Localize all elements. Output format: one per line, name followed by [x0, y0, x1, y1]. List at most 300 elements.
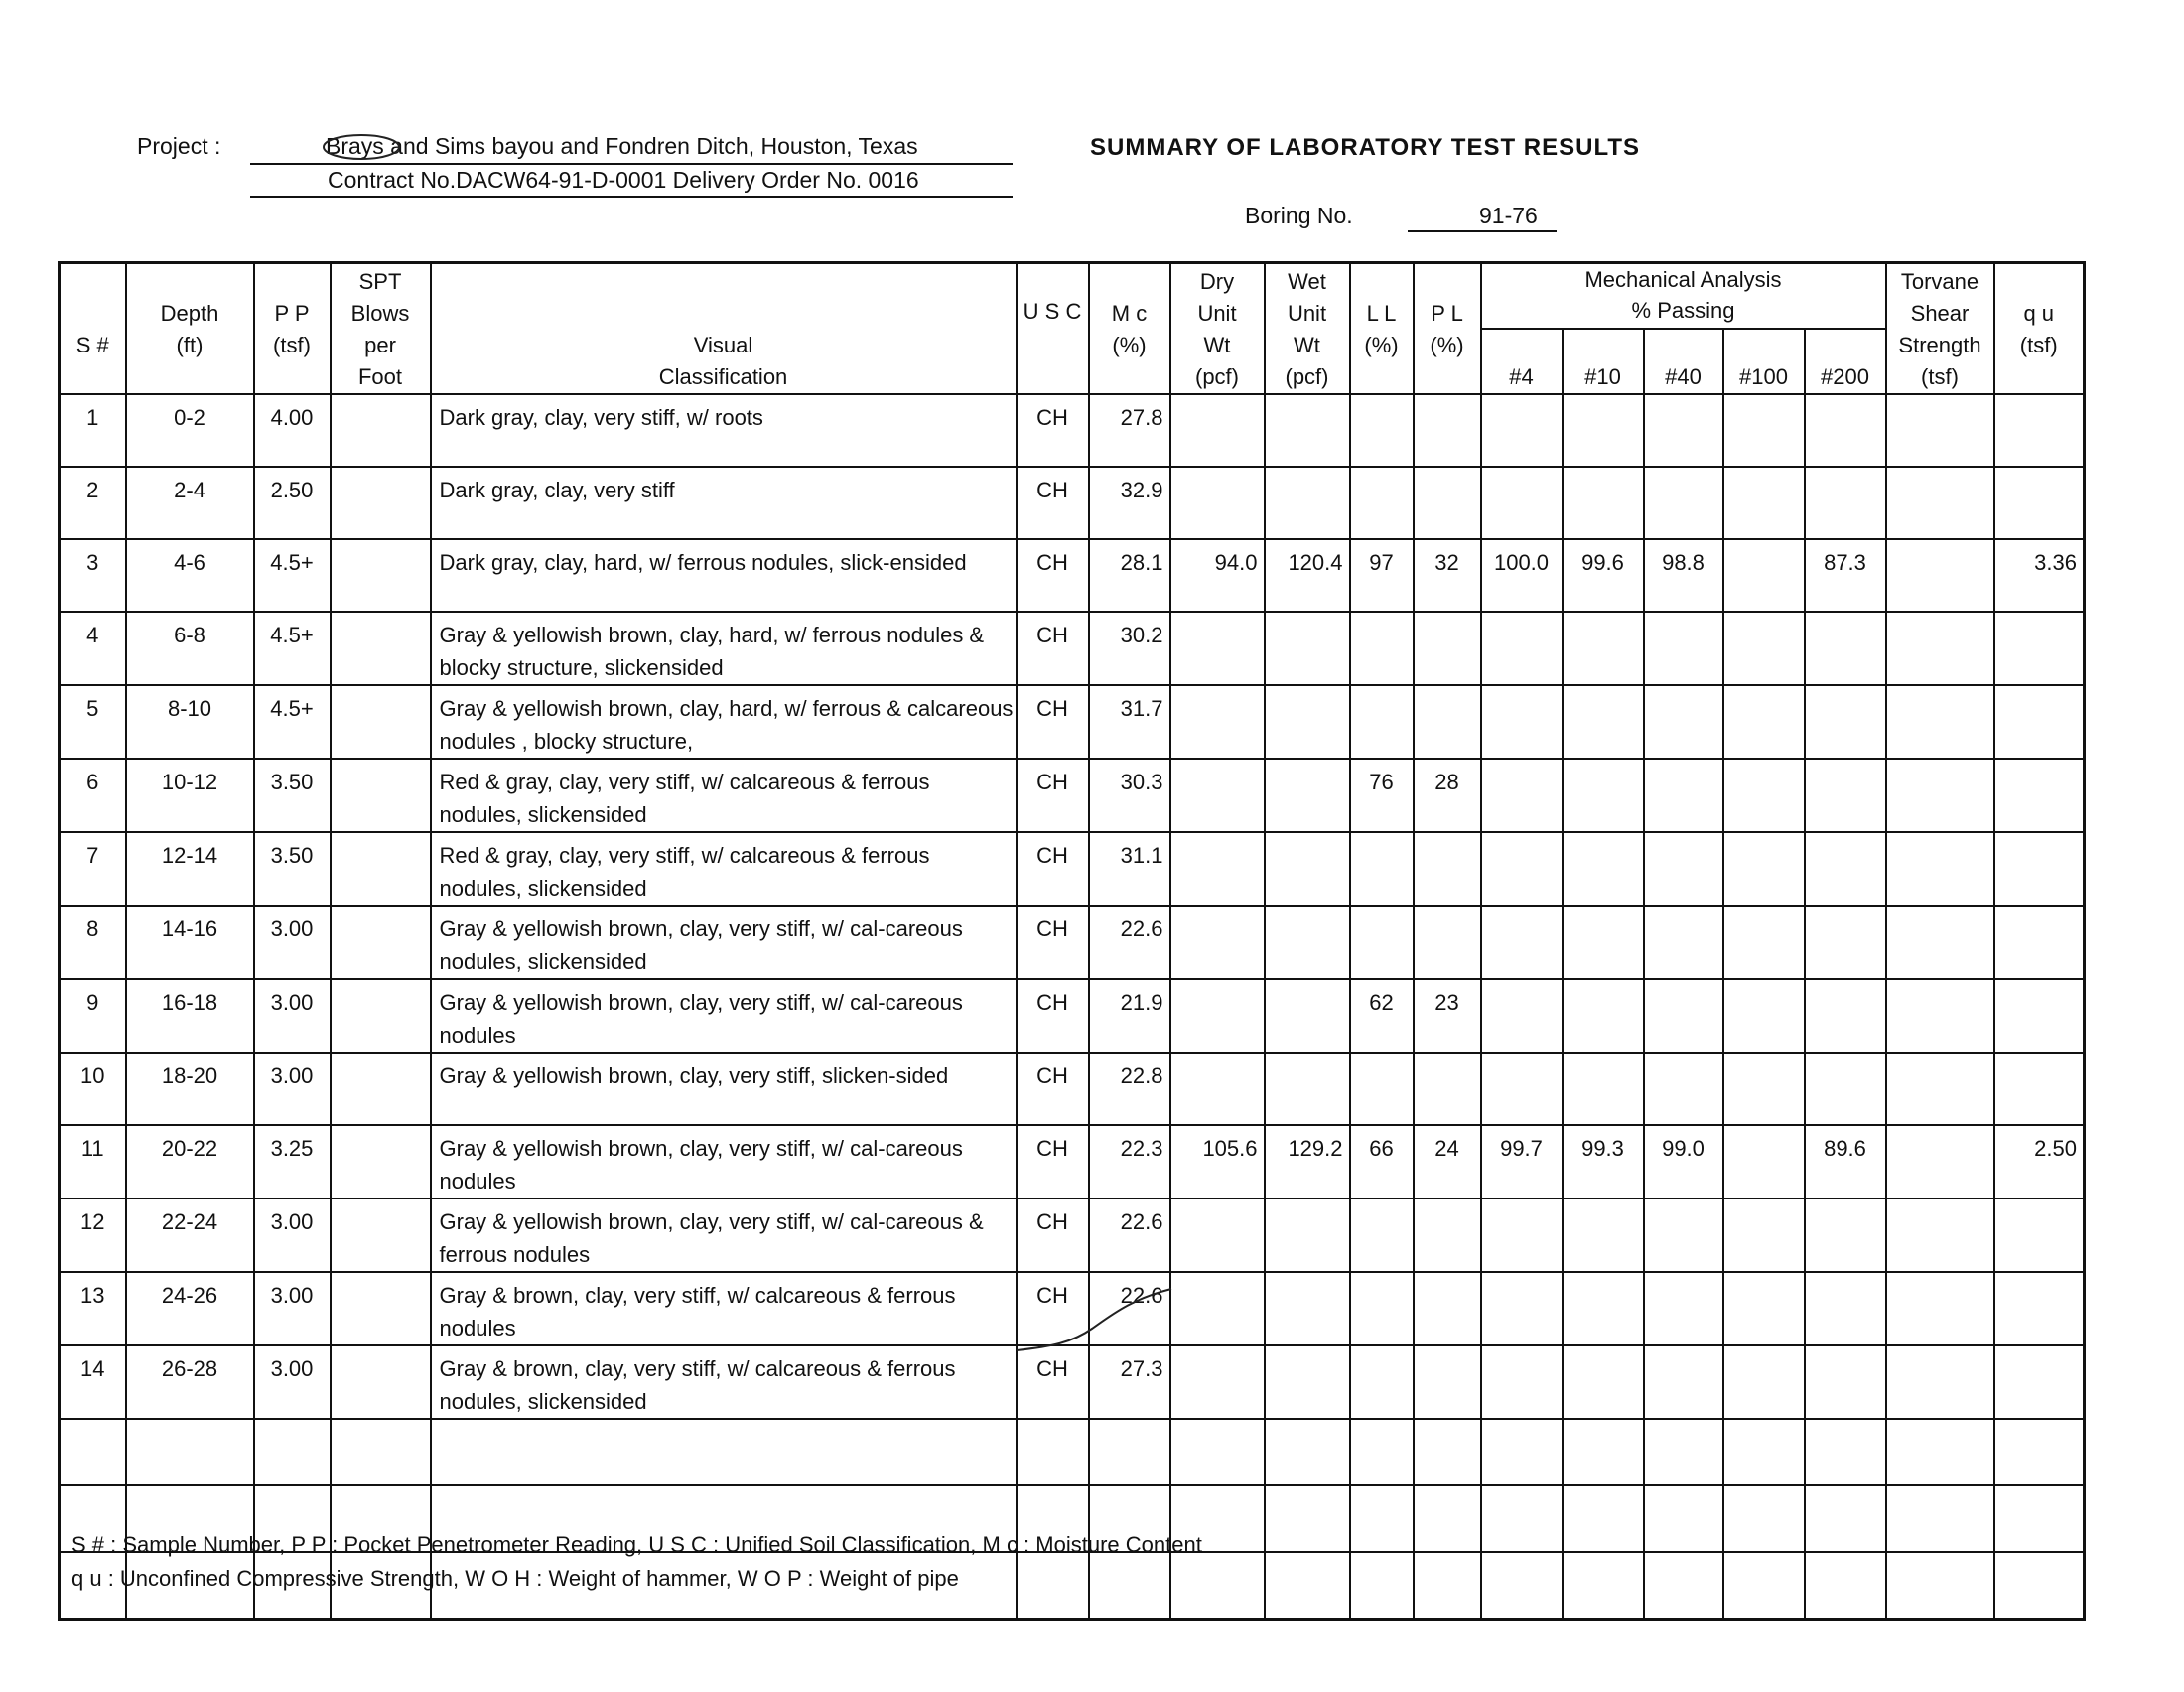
- cell-usc: CH: [1017, 832, 1089, 906]
- cell-sieve-40: [1644, 394, 1723, 467]
- cell-dry-unit-weight: 94.0: [1170, 539, 1265, 612]
- cell-liquid-limit: [1350, 906, 1414, 979]
- cell-liquid-limit: [1350, 832, 1414, 906]
- cell-visual-classification: Gray & brown, clay, very stiff, w/ calcareous & ferrous nodules, slickensided: [431, 1345, 1017, 1419]
- cell-pocket-penetrometer: 3.00: [254, 1198, 331, 1272]
- cell-visual-classification: Dark gray, clay, very stiff: [431, 467, 1017, 539]
- col-header-ll: L L (%): [1350, 263, 1414, 394]
- table-row: [60, 1053, 2085, 1125]
- cell-sieve-200: [1805, 1272, 1886, 1345]
- cell-empty: [1723, 1485, 1805, 1552]
- cell-unconfined-strength: [1994, 1053, 2085, 1125]
- cell-dry-unit-weight: [1170, 467, 1265, 539]
- cell-empty: [1886, 1552, 1994, 1620]
- cell-wet-unit-weight: [1265, 394, 1350, 467]
- footnote-line-1: S # : Sample Number, P P : Pocket Penetrometer Reading, U S C : Unified Soil Classification, M c : Moisture Content: [71, 1532, 1202, 1557]
- cell-empty: [1017, 1552, 1089, 1620]
- cell-sieve-4: [1481, 979, 1563, 1053]
- cell-dry-unit-weight: [1170, 1272, 1265, 1345]
- cell-sieve-40: [1644, 979, 1723, 1053]
- cell-usc: CH: [1017, 612, 1089, 685]
- cell-liquid-limit: [1350, 1345, 1414, 1419]
- cell-sieve-4: [1481, 685, 1563, 759]
- cell-sieve-200: [1805, 1198, 1886, 1272]
- cell-plastic-limit: [1414, 394, 1481, 467]
- cell-spt-blows: [331, 759, 431, 832]
- cell-sample-number: 2: [60, 467, 126, 539]
- hand-stroke-mark: [1013, 1281, 1176, 1360]
- cell-pocket-penetrometer: 3.25: [254, 1125, 331, 1198]
- cell-usc: CH: [1017, 394, 1089, 467]
- cell-depth: 24-26: [126, 1272, 254, 1345]
- cell-torvane-shear: [1886, 979, 1994, 1053]
- cell-depth: 18-20: [126, 1053, 254, 1125]
- cell-spt-blows: [331, 467, 431, 539]
- cell-plastic-limit: [1414, 1272, 1481, 1345]
- cell-dry-unit-weight: [1170, 759, 1265, 832]
- col-header-pl: P L (%): [1414, 263, 1481, 394]
- cell-sieve-10: [1563, 394, 1644, 467]
- cell-wet-unit-weight: [1265, 1345, 1350, 1419]
- col-header-usc: U S C: [1017, 263, 1089, 394]
- col-header-visual: Visual Classification: [431, 263, 1017, 394]
- cell-visual-classification: Gray & yellowish brown, clay, hard, w/ ferrous & calcareous nodules , blocky structure,: [431, 685, 1017, 759]
- cell-sieve-100: [1723, 685, 1805, 759]
- cell-empty: [1170, 1419, 1265, 1485]
- cell-spt-blows: [331, 685, 431, 759]
- cell-depth: 20-22: [126, 1125, 254, 1198]
- col-header-wet-unit-wt: Wet Unit Wt (pcf): [1265, 263, 1350, 394]
- col-header-mechanical-analysis: Mechanical Analysis % Passing: [1481, 263, 1886, 329]
- cell-empty: [1805, 1485, 1886, 1552]
- cell-sieve-40: [1644, 1053, 1723, 1125]
- cell-pocket-penetrometer: 4.00: [254, 394, 331, 467]
- cell-wet-unit-weight: [1265, 1053, 1350, 1125]
- cell-sieve-200: [1805, 394, 1886, 467]
- cell-sieve-4: [1481, 1198, 1563, 1272]
- contract-underline: [250, 196, 1013, 198]
- cell-visual-classification: Red & gray, clay, very stiff, w/ calcareous & ferrous nodules, slickensided: [431, 759, 1017, 832]
- cell-visual-classification: Gray & yellowish brown, clay, hard, w/ ferrous nodules & blocky structure, slickensided: [431, 612, 1017, 685]
- cell-sieve-10: [1563, 685, 1644, 759]
- cell-empty: [1563, 1485, 1644, 1552]
- cell-sieve-10: [1563, 759, 1644, 832]
- table-row: [60, 394, 2085, 467]
- cell-usc: CH: [1017, 1345, 1089, 1419]
- cell-moisture-content: 30.2: [1089, 612, 1170, 685]
- col-header-spt: SPT Blows per Foot: [331, 263, 431, 394]
- cell-sieve-4: [1481, 1053, 1563, 1125]
- cell-sieve-40: [1644, 685, 1723, 759]
- cell-visual-classification: Red & gray, clay, very stiff, w/ calcareous & ferrous nodules, slickensided: [431, 832, 1017, 906]
- cell-sieve-40: 99.0: [1644, 1125, 1723, 1198]
- cell-dry-unit-weight: [1170, 906, 1265, 979]
- cell-spt-blows: [331, 394, 431, 467]
- cell-sieve-10: [1563, 1053, 1644, 1125]
- boring-number: 91-76: [1479, 203, 1538, 228]
- cell-liquid-limit: [1350, 1272, 1414, 1345]
- cell-unconfined-strength: [1994, 612, 2085, 685]
- cell-visual-classification: Dark gray, clay, hard, w/ ferrous nodules, slick-ensided: [431, 539, 1017, 612]
- cell-usc: CH: [1017, 979, 1089, 1053]
- cell-sieve-10: [1563, 612, 1644, 685]
- cell-usc: CH: [1017, 685, 1089, 759]
- cell-spt-blows: [331, 1345, 431, 1419]
- cell-sieve-10: [1563, 906, 1644, 979]
- cell-torvane-shear: [1886, 1272, 1994, 1345]
- cell-sieve-100: [1723, 1272, 1805, 1345]
- cell-wet-unit-weight: [1265, 759, 1350, 832]
- cell-moisture-content: 28.1: [1089, 539, 1170, 612]
- cell-torvane-shear: [1886, 1345, 1994, 1419]
- cell-liquid-limit: 66: [1350, 1125, 1414, 1198]
- cell-dry-unit-weight: [1170, 685, 1265, 759]
- table-row: [60, 906, 2085, 979]
- cell-torvane-shear: [1886, 539, 1994, 612]
- table-row: [60, 832, 2085, 906]
- cell-plastic-limit: [1414, 467, 1481, 539]
- cell-wet-unit-weight: [1265, 979, 1350, 1053]
- cell-pocket-penetrometer: 2.50: [254, 467, 331, 539]
- cell-unconfined-strength: [1994, 832, 2085, 906]
- cell-empty: [1481, 1419, 1563, 1485]
- cell-liquid-limit: 76: [1350, 759, 1414, 832]
- cell-sieve-200: 87.3: [1805, 539, 1886, 612]
- cell-empty: [1563, 1552, 1644, 1620]
- col-header-sieve-40: #40: [1644, 329, 1723, 394]
- cell-empty: [1644, 1552, 1723, 1620]
- cell-depth: 16-18: [126, 979, 254, 1053]
- table-row: [60, 539, 2085, 612]
- cell-sieve-100: [1723, 1125, 1805, 1198]
- table-row: [60, 467, 2085, 539]
- cell-empty: [431, 1419, 1017, 1485]
- cell-liquid-limit: [1350, 394, 1414, 467]
- cell-torvane-shear: [1886, 612, 1994, 685]
- cell-sieve-40: [1644, 906, 1723, 979]
- cell-spt-blows: [331, 832, 431, 906]
- cell-pocket-penetrometer: 3.00: [254, 979, 331, 1053]
- cell-empty: [1805, 1419, 1886, 1485]
- cell-sieve-4: [1481, 832, 1563, 906]
- cell-unconfined-strength: [1994, 394, 2085, 467]
- table-row: [60, 1198, 2085, 1272]
- cell-sieve-100: [1723, 467, 1805, 539]
- cell-torvane-shear: [1886, 394, 1994, 467]
- cell-plastic-limit: [1414, 1053, 1481, 1125]
- col-header-dry-unit-wt: Dry Unit Wt (pcf): [1170, 263, 1265, 394]
- cell-sieve-40: [1644, 1198, 1723, 1272]
- cell-visual-classification: Dark gray, clay, very stiff, w/ roots: [431, 394, 1017, 467]
- cell-spt-blows: [331, 612, 431, 685]
- cell-moisture-content: 31.7: [1089, 685, 1170, 759]
- cell-dry-unit-weight: [1170, 1345, 1265, 1419]
- cell-spt-blows: [331, 1198, 431, 1272]
- cell-plastic-limit: 24: [1414, 1125, 1481, 1198]
- cell-sieve-4: [1481, 394, 1563, 467]
- cell-sieve-200: [1805, 685, 1886, 759]
- cell-sieve-200: [1805, 832, 1886, 906]
- table-row: [60, 612, 2085, 685]
- cell-visual-classification: Gray & yellowish brown, clay, very stiff, w/ cal-careous nodules, slickensided: [431, 906, 1017, 979]
- cell-empty: [1805, 1552, 1886, 1620]
- cell-sieve-40: 98.8: [1644, 539, 1723, 612]
- cell-moisture-content: 27.3: [1089, 1345, 1170, 1419]
- cell-empty: [1089, 1419, 1170, 1485]
- cell-torvane-shear: [1886, 832, 1994, 906]
- boring-label: Boring No.: [1245, 203, 1353, 228]
- cell-depth: 26-28: [126, 1345, 254, 1419]
- cell-torvane-shear: [1886, 759, 1994, 832]
- cell-sieve-200: [1805, 467, 1886, 539]
- cell-moisture-content: 21.9: [1089, 979, 1170, 1053]
- cell-liquid-limit: [1350, 467, 1414, 539]
- cell-sample-number: 7: [60, 832, 126, 906]
- cell-empty: [1265, 1552, 1350, 1620]
- cell-depth: 8-10: [126, 685, 254, 759]
- cell-pocket-penetrometer: 3.00: [254, 1345, 331, 1419]
- cell-wet-unit-weight: [1265, 1198, 1350, 1272]
- cell-usc: CH: [1017, 1198, 1089, 1272]
- cell-empty: [1265, 1419, 1350, 1485]
- cell-plastic-limit: 32: [1414, 539, 1481, 612]
- cell-plastic-limit: [1414, 1198, 1481, 1272]
- cell-depth: 6-8: [126, 612, 254, 685]
- cell-unconfined-strength: 2.50: [1994, 1125, 2085, 1198]
- table-row: [60, 1125, 2085, 1198]
- cell-unconfined-strength: [1994, 759, 2085, 832]
- cell-moisture-content: 31.1: [1089, 832, 1170, 906]
- cell-moisture-content: 27.8: [1089, 394, 1170, 467]
- table-row: [60, 979, 2085, 1053]
- cell-usc: CH: [1017, 467, 1089, 539]
- cell-empty: [1563, 1419, 1644, 1485]
- col-header-sieve-100: #100: [1723, 329, 1805, 394]
- cell-sieve-200: [1805, 1053, 1886, 1125]
- cell-empty: [126, 1419, 254, 1485]
- cell-sieve-4: [1481, 906, 1563, 979]
- cell-unconfined-strength: [1994, 979, 2085, 1053]
- cell-pocket-penetrometer: 3.00: [254, 906, 331, 979]
- cell-empty: [1886, 1485, 1994, 1552]
- cell-empty: [1350, 1485, 1414, 1552]
- project-name: Brays and Sims bayou and Fondren Ditch, Houston, Texas: [326, 133, 918, 159]
- cell-sample-number: 1: [60, 394, 126, 467]
- cell-plastic-limit: [1414, 832, 1481, 906]
- cell-moisture-content: 22.8: [1089, 1053, 1170, 1125]
- cell-empty: [60, 1419, 126, 1485]
- cell-pocket-penetrometer: 3.00: [254, 1272, 331, 1345]
- cell-sieve-40: [1644, 612, 1723, 685]
- cell-dry-unit-weight: [1170, 979, 1265, 1053]
- col-header-sample: S #: [60, 263, 126, 394]
- cell-sieve-4: [1481, 467, 1563, 539]
- cell-empty: [1170, 1552, 1265, 1620]
- cell-depth: 22-24: [126, 1198, 254, 1272]
- cell-sieve-200: [1805, 1345, 1886, 1419]
- cell-sample-number: 10: [60, 1053, 126, 1125]
- cell-sieve-40: [1644, 467, 1723, 539]
- cell-sieve-100: [1723, 612, 1805, 685]
- cell-visual-classification: Gray & yellowish brown, clay, very stiff, w/ cal-careous & ferrous nodules: [431, 1198, 1017, 1272]
- cell-empty: [1723, 1419, 1805, 1485]
- cell-dry-unit-weight: [1170, 612, 1265, 685]
- cell-torvane-shear: [1886, 1125, 1994, 1198]
- cell-sieve-10: [1563, 979, 1644, 1053]
- cell-spt-blows: [331, 1053, 431, 1125]
- contract-number: Contract No.DACW64-91-D-0001 Delivery Order No. 0016: [328, 167, 919, 193]
- cell-usc: CH: [1017, 1272, 1089, 1345]
- cell-unconfined-strength: [1994, 1345, 2085, 1419]
- cell-moisture-content: 22.6: [1089, 1198, 1170, 1272]
- col-header-qu: q u (tsf): [1994, 263, 2085, 394]
- cell-sieve-100: [1723, 759, 1805, 832]
- cell-liquid-limit: 62: [1350, 979, 1414, 1053]
- cell-visual-classification: Gray & yellowish brown, clay, very stiff, w/ cal-careous nodules: [431, 979, 1017, 1053]
- cell-sieve-100: [1723, 832, 1805, 906]
- cell-pocket-penetrometer: 3.50: [254, 759, 331, 832]
- cell-dry-unit-weight: [1170, 832, 1265, 906]
- cell-pocket-penetrometer: 3.00: [254, 1053, 331, 1125]
- cell-usc: CH: [1017, 1053, 1089, 1125]
- cell-spt-blows: [331, 906, 431, 979]
- cell-unconfined-strength: [1994, 1272, 2085, 1345]
- col-header-depth: Depth (ft): [126, 263, 254, 394]
- cell-wet-unit-weight: 120.4: [1265, 539, 1350, 612]
- cell-moisture-content: 22.6: [1089, 906, 1170, 979]
- cell-liquid-limit: 97: [1350, 539, 1414, 612]
- cell-sieve-4: [1481, 759, 1563, 832]
- cell-wet-unit-weight: [1265, 1272, 1350, 1345]
- cell-liquid-limit: [1350, 1053, 1414, 1125]
- cell-sieve-10: 99.3: [1563, 1125, 1644, 1198]
- cell-torvane-shear: [1886, 1053, 1994, 1125]
- cell-moisture-content: 30.3: [1089, 759, 1170, 832]
- cell-liquid-limit: [1350, 1198, 1414, 1272]
- table-row-blank: [60, 1419, 2085, 1485]
- cell-usc: CH: [1017, 1125, 1089, 1198]
- cell-dry-unit-weight: [1170, 1053, 1265, 1125]
- table-row: [60, 759, 2085, 832]
- cell-plastic-limit: [1414, 1345, 1481, 1419]
- cell-sieve-100: [1723, 539, 1805, 612]
- cell-visual-classification: Gray & yellowish brown, clay, very stiff, slicken-sided: [431, 1053, 1017, 1125]
- cell-empty: [1886, 1419, 1994, 1485]
- col-header-sieve-10: #10: [1563, 329, 1644, 394]
- project-label: Project :: [137, 133, 221, 159]
- cell-sample-number: 13: [60, 1272, 126, 1345]
- cell-empty: [254, 1419, 331, 1485]
- cell-wet-unit-weight: [1265, 685, 1350, 759]
- cell-sieve-10: [1563, 1345, 1644, 1419]
- cell-unconfined-strength: [1994, 906, 2085, 979]
- cell-sieve-100: [1723, 394, 1805, 467]
- hand-circle-mark: [320, 131, 403, 163]
- cell-spt-blows: [331, 1125, 431, 1198]
- cell-wet-unit-weight: [1265, 467, 1350, 539]
- cell-torvane-shear: [1886, 467, 1994, 539]
- lab-results-table: [58, 261, 2086, 1621]
- cell-sieve-10: [1563, 1198, 1644, 1272]
- cell-dry-unit-weight: 105.6: [1170, 1125, 1265, 1198]
- cell-depth: 10-12: [126, 759, 254, 832]
- cell-empty: [1017, 1419, 1089, 1485]
- cell-plastic-limit: [1414, 906, 1481, 979]
- cell-usc: CH: [1017, 759, 1089, 832]
- cell-depth: 14-16: [126, 906, 254, 979]
- cell-depth: 2-4: [126, 467, 254, 539]
- cell-sieve-4: [1481, 1272, 1563, 1345]
- cell-sieve-200: [1805, 906, 1886, 979]
- cell-sieve-200: [1805, 759, 1886, 832]
- cell-wet-unit-weight: 129.2: [1265, 1125, 1350, 1198]
- cell-plastic-limit: [1414, 685, 1481, 759]
- cell-sieve-100: [1723, 1053, 1805, 1125]
- cell-liquid-limit: [1350, 612, 1414, 685]
- cell-sieve-40: [1644, 1272, 1723, 1345]
- cell-moisture-content: 22.3: [1089, 1125, 1170, 1198]
- cell-wet-unit-weight: [1265, 612, 1350, 685]
- cell-moisture-content: 32.9: [1089, 467, 1170, 539]
- cell-sample-number: 6: [60, 759, 126, 832]
- cell-empty: [1481, 1485, 1563, 1552]
- cell-sample-number: 9: [60, 979, 126, 1053]
- cell-sieve-10: [1563, 467, 1644, 539]
- cell-sieve-10: 99.6: [1563, 539, 1644, 612]
- cell-sieve-200: 89.6: [1805, 1125, 1886, 1198]
- cell-sieve-40: [1644, 832, 1723, 906]
- cell-unconfined-strength: 3.36: [1994, 539, 2085, 612]
- cell-sieve-40: [1644, 1345, 1723, 1419]
- cell-sieve-100: [1723, 906, 1805, 979]
- cell-visual-classification: Gray & brown, clay, very stiff, w/ calcareous & ferrous nodules: [431, 1272, 1017, 1345]
- cell-spt-blows: [331, 539, 431, 612]
- cell-sample-number: 11: [60, 1125, 126, 1198]
- cell-visual-classification: Gray & yellowish brown, clay, very stiff, w/ cal-careous nodules: [431, 1125, 1017, 1198]
- col-header-pp: P P (tsf): [254, 263, 331, 394]
- cell-sieve-200: [1805, 979, 1886, 1053]
- cell-empty: [1481, 1552, 1563, 1620]
- cell-unconfined-strength: [1994, 1198, 2085, 1272]
- cell-empty: [1994, 1552, 2085, 1620]
- cell-sample-number: 8: [60, 906, 126, 979]
- cell-sieve-100: [1723, 979, 1805, 1053]
- cell-sieve-40: [1644, 759, 1723, 832]
- cell-sample-number: 4: [60, 612, 126, 685]
- cell-sieve-10: [1563, 832, 1644, 906]
- cell-wet-unit-weight: [1265, 832, 1350, 906]
- cell-empty: [1089, 1552, 1170, 1620]
- cell-sieve-4: [1481, 1345, 1563, 1419]
- cell-depth: 4-6: [126, 539, 254, 612]
- cell-moisture-content: 22.6: [1089, 1272, 1170, 1345]
- cell-sample-number: 14: [60, 1345, 126, 1419]
- cell-liquid-limit: [1350, 685, 1414, 759]
- cell-depth: 0-2: [126, 394, 254, 467]
- cell-spt-blows: [331, 979, 431, 1053]
- cell-empty: [1994, 1419, 2085, 1485]
- cell-pocket-penetrometer: 4.5+: [254, 685, 331, 759]
- cell-empty: [1265, 1485, 1350, 1552]
- cell-empty: [1644, 1485, 1723, 1552]
- cell-sieve-10: [1563, 1272, 1644, 1345]
- footnote-line-2: q u : Unconfined Compressive Strength, W O H : Weight of hammer, W O P : Weight of pipe: [71, 1566, 959, 1591]
- cell-spt-blows: [331, 1272, 431, 1345]
- table-row: [60, 685, 2085, 759]
- cell-sieve-100: [1723, 1345, 1805, 1419]
- col-header-mc: M c (%): [1089, 263, 1170, 394]
- cell-torvane-shear: [1886, 685, 1994, 759]
